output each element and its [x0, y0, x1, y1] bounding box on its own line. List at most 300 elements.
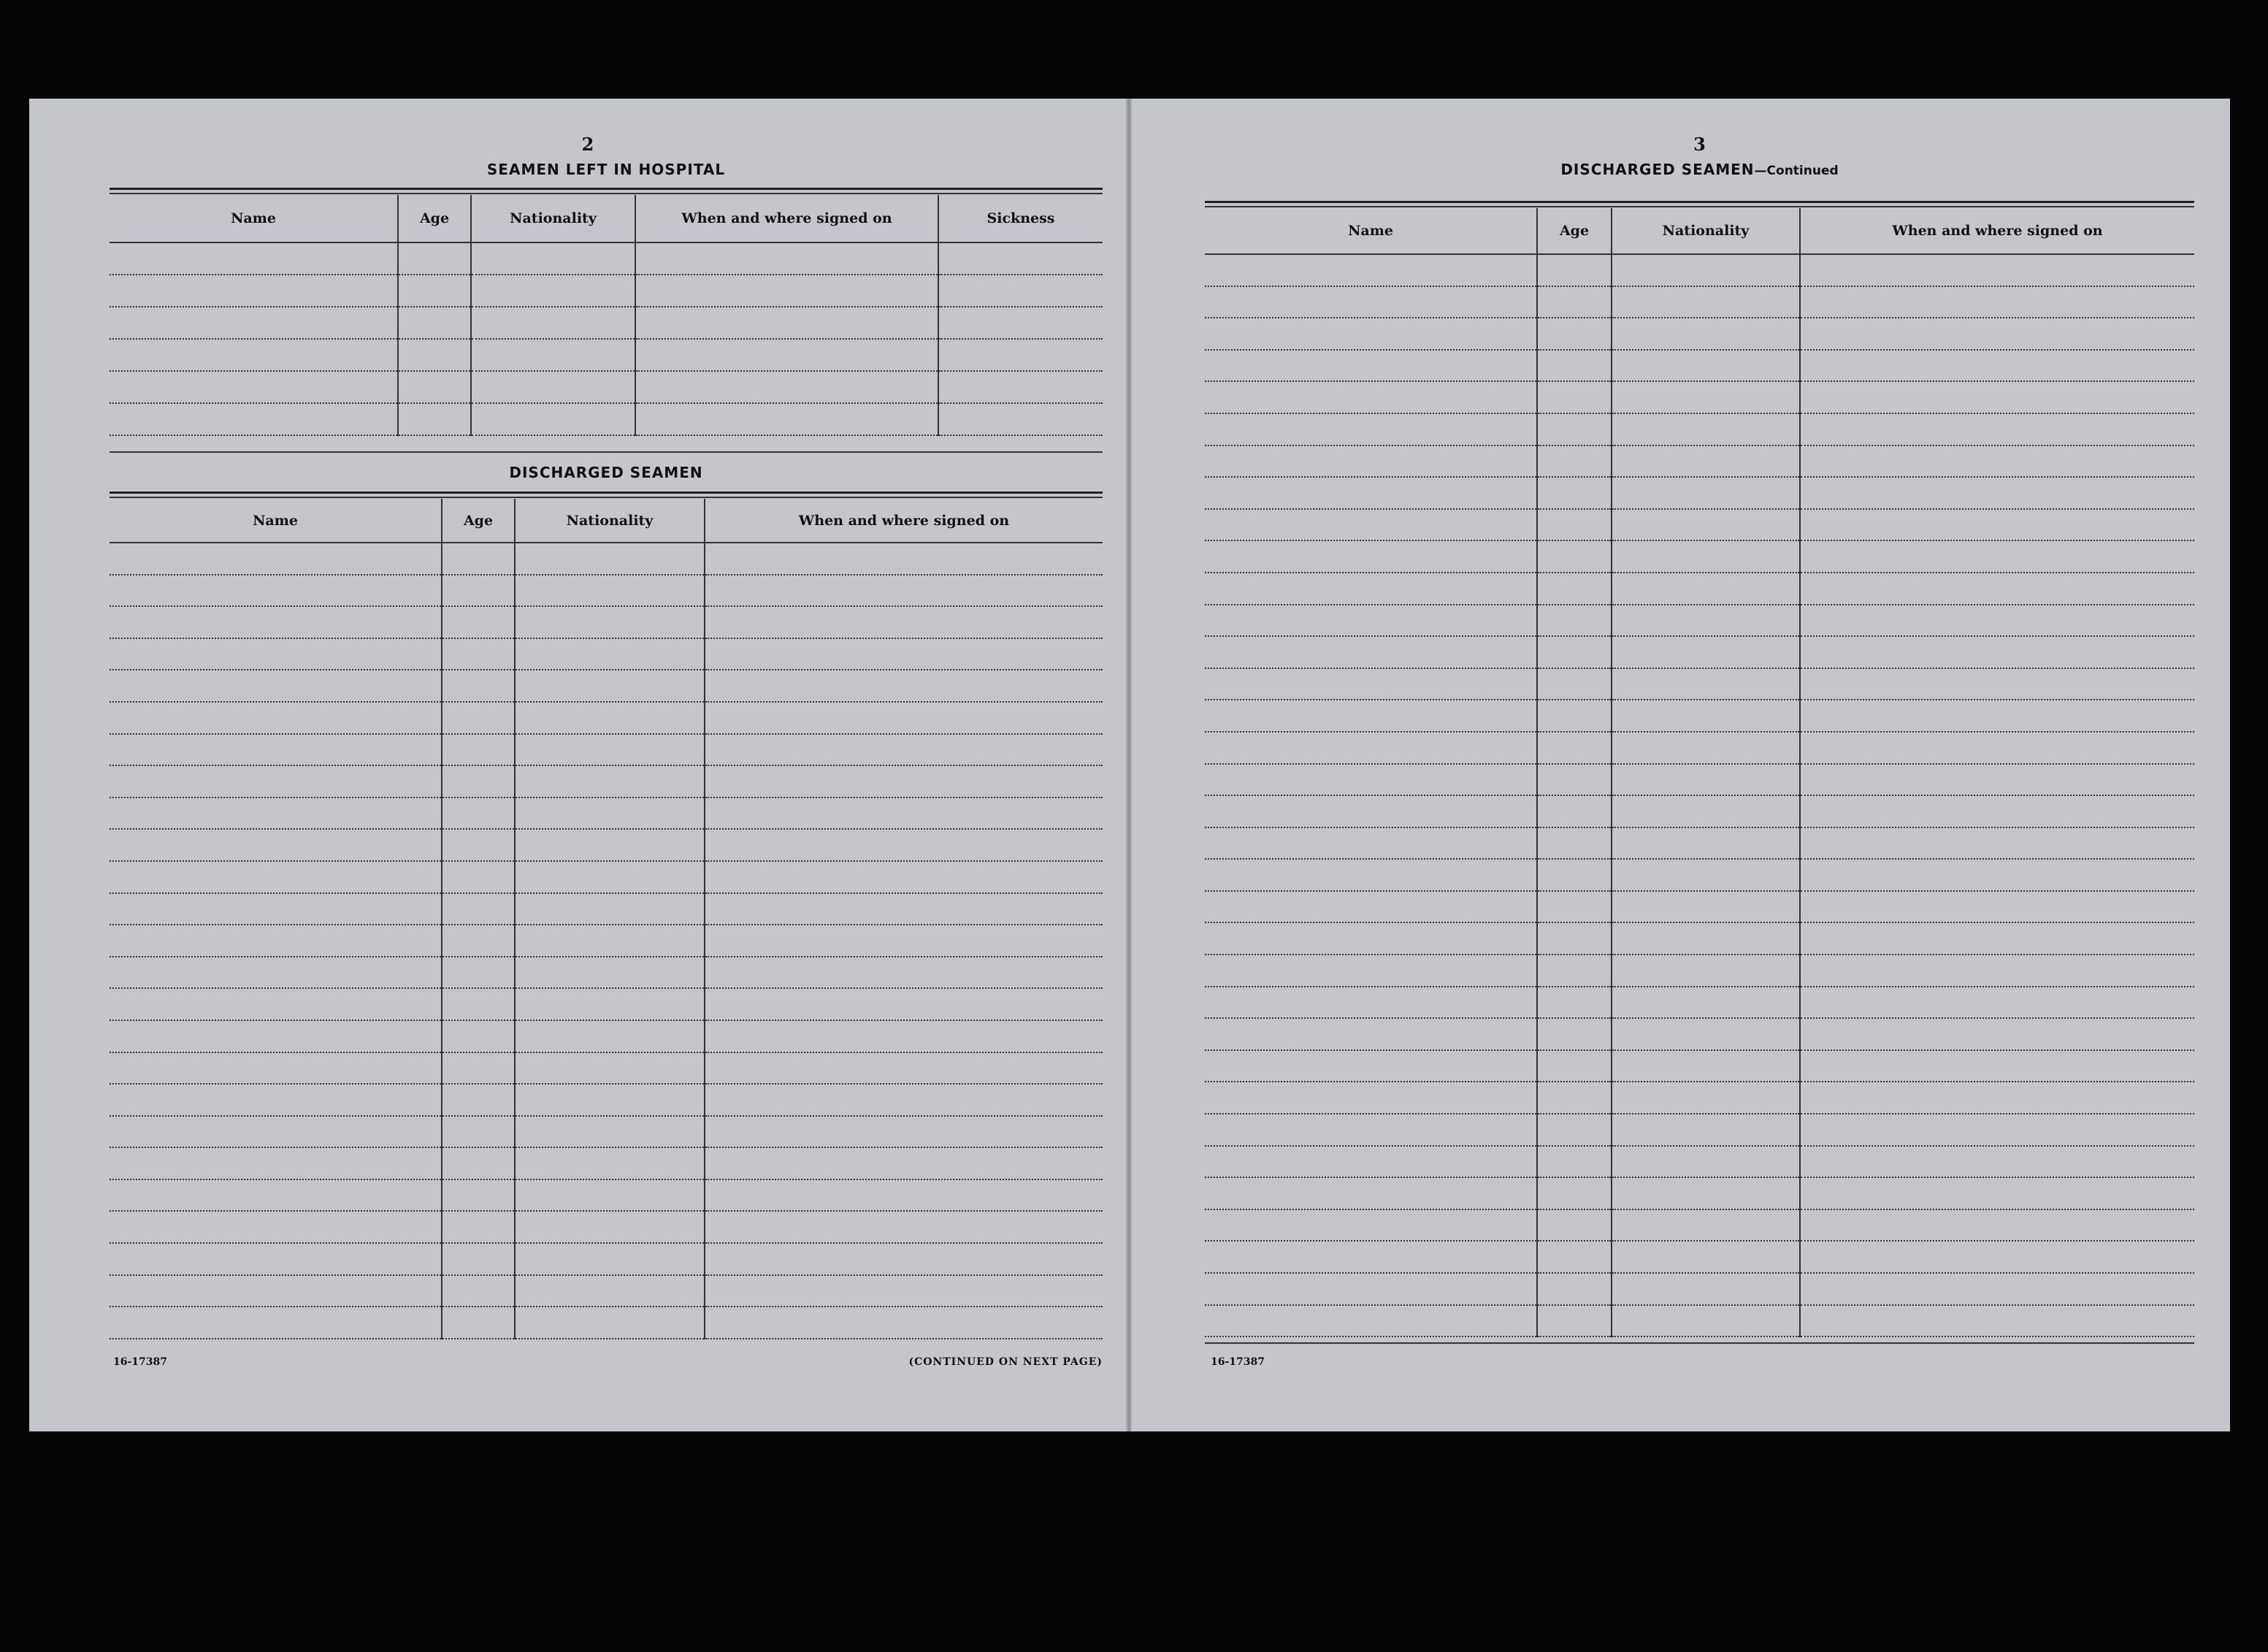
blank-cell — [1800, 987, 2194, 1019]
blank-cell — [515, 638, 705, 670]
blank-cell — [398, 403, 471, 435]
blank-cell — [515, 1116, 705, 1148]
blank-cell — [705, 765, 1103, 798]
blank-cell — [1800, 1050, 2194, 1082]
blank-table-row — [110, 1275, 1103, 1307]
blank-table-row — [1205, 1114, 2194, 1146]
column-header-nationality: Nationality — [471, 195, 635, 242]
blank-cell — [938, 403, 1103, 435]
blank-cell — [1612, 636, 1800, 668]
blank-cell — [110, 1084, 442, 1116]
blank-cell — [442, 702, 515, 734]
blank-cell — [515, 1275, 705, 1307]
blank-table-row — [110, 670, 1103, 702]
discharged-table — [110, 499, 1103, 1339]
blank-cell — [1537, 1114, 1612, 1146]
blank-cell — [1205, 891, 1537, 923]
blank-cell — [1537, 1305, 1612, 1337]
blank-cell — [515, 798, 705, 830]
book-fold — [1126, 99, 1132, 1431]
blank-cell — [1800, 732, 2194, 764]
blank-cell — [471, 242, 635, 275]
blank-cell — [515, 1147, 705, 1179]
blank-cell — [1205, 987, 1537, 1019]
blank-cell — [705, 575, 1103, 607]
blank-cell — [705, 925, 1103, 957]
blank-table-row — [110, 606, 1103, 638]
blank-table-row — [1205, 477, 2194, 509]
blank-cell — [705, 606, 1103, 638]
blank-table-row — [110, 575, 1103, 607]
blank-cell — [1537, 732, 1612, 764]
blank-cell — [705, 1243, 1103, 1275]
discharged-table — [1205, 208, 2194, 1337]
blank-cell — [1612, 891, 1800, 923]
blank-cell — [1537, 381, 1612, 413]
blank-cell — [705, 957, 1103, 989]
blank-table-row — [110, 1052, 1103, 1085]
blank-cell — [442, 670, 515, 702]
blank-cell — [515, 957, 705, 989]
column-header-age: Age — [1537, 208, 1612, 254]
blank-table-row — [1205, 1273, 2194, 1305]
blank-table-row — [1205, 922, 2194, 955]
blank-cell — [471, 275, 635, 307]
blank-cell — [442, 1116, 515, 1148]
blank-cell — [1612, 1082, 1800, 1114]
blank-cell — [398, 275, 471, 307]
blank-table-row — [110, 861, 1103, 893]
blank-cell — [1612, 286, 1800, 318]
blank-cell — [1537, 477, 1612, 509]
double-rule — [110, 188, 1103, 194]
blank-table-row — [110, 275, 1103, 307]
blank-cell — [442, 861, 515, 893]
blank-cell — [1205, 605, 1537, 637]
blank-cell — [1800, 1177, 2194, 1209]
blank-cell — [1800, 1273, 2194, 1305]
blank-cell — [1800, 605, 2194, 637]
blank-cell — [110, 702, 442, 734]
blank-cell — [1612, 795, 1800, 827]
blank-cell — [110, 371, 398, 403]
blank-table-row — [1205, 668, 2194, 700]
blank-cell — [110, 606, 442, 638]
blank-cell — [515, 670, 705, 702]
blank-cell — [938, 371, 1103, 403]
blank-cell — [1537, 1209, 1612, 1242]
blank-cell — [515, 893, 705, 925]
blank-cell — [1205, 636, 1537, 668]
blank-cell — [1800, 827, 2194, 860]
column-header-nationality: Nationality — [1612, 208, 1800, 254]
blank-cell — [515, 988, 705, 1020]
blank-cell — [1612, 350, 1800, 382]
blank-cell — [705, 893, 1103, 925]
blank-table-row — [110, 702, 1103, 734]
hospital-section-title: SEAMEN LEFT IN HOSPITAL — [486, 161, 726, 178]
blank-table-row — [1205, 636, 2194, 668]
blank-cell — [1800, 1305, 2194, 1337]
blank-cell — [705, 638, 1103, 670]
column-header-name: Name — [110, 195, 398, 242]
blank-table-row — [1205, 605, 2194, 637]
blank-cell — [705, 1116, 1103, 1148]
blank-table-row — [110, 403, 1103, 435]
blank-cell — [1205, 1241, 1537, 1273]
blank-cell — [1612, 1177, 1800, 1209]
blank-cell — [110, 1052, 442, 1085]
blank-table-row — [110, 1084, 1103, 1116]
blank-table-row — [1205, 764, 2194, 796]
blank-cell — [1537, 764, 1612, 796]
blank-cell — [1205, 1114, 1537, 1146]
blank-cell — [1612, 1114, 1800, 1146]
blank-cell — [515, 734, 705, 766]
page-number: 3 — [1693, 134, 1706, 155]
blank-cell — [1205, 573, 1537, 605]
blank-table-row — [110, 1307, 1103, 1339]
blank-cell — [471, 403, 635, 435]
blank-cell — [1800, 636, 2194, 668]
blank-cell — [442, 575, 515, 607]
blank-cell — [110, 1307, 442, 1339]
blank-cell — [1205, 445, 1537, 478]
blank-cell — [110, 734, 442, 766]
blank-table-row — [1205, 1050, 2194, 1082]
blank-cell — [1800, 540, 2194, 573]
blank-table-row — [1205, 540, 2194, 573]
blank-table-row — [110, 1147, 1103, 1179]
blank-cell — [635, 242, 938, 275]
blank-cell — [515, 1052, 705, 1085]
blank-cell — [110, 893, 442, 925]
blank-table-row — [110, 1211, 1103, 1243]
blank-cell — [442, 1307, 515, 1339]
blank-cell — [1612, 764, 1800, 796]
blank-table-row — [1205, 445, 2194, 478]
blank-table-row — [110, 242, 1103, 275]
blank-cell — [110, 925, 442, 957]
blank-cell — [1612, 318, 1800, 350]
page-number: 2 — [581, 134, 594, 155]
column-header-name: Name — [1205, 208, 1537, 254]
ledger-sheet — [29, 99, 2230, 1431]
blank-cell — [1800, 795, 2194, 827]
blank-cell — [442, 925, 515, 957]
blank-cell — [1537, 700, 1612, 732]
blank-cell — [938, 307, 1103, 339]
blank-cell — [1537, 350, 1612, 382]
blank-cell — [705, 670, 1103, 702]
blank-cell — [1800, 573, 2194, 605]
blank-table-row — [1205, 955, 2194, 987]
blank-cell — [1205, 254, 1537, 286]
blank-table-row — [1205, 1209, 2194, 1242]
blank-cell — [1800, 1114, 2194, 1146]
blank-cell — [515, 543, 705, 575]
blank-cell — [442, 765, 515, 798]
blank-cell — [442, 638, 515, 670]
blank-cell — [1537, 540, 1612, 573]
blank-table-row — [110, 829, 1103, 861]
blank-table-row — [110, 371, 1103, 403]
blank-cell — [1537, 318, 1612, 350]
blank-cell — [1800, 477, 2194, 509]
blank-cell — [1800, 254, 2194, 286]
blank-cell — [1612, 732, 1800, 764]
blank-cell — [110, 307, 398, 339]
blank-cell — [1205, 1050, 1537, 1082]
column-header-age: Age — [398, 195, 471, 242]
blank-cell — [1205, 922, 1537, 955]
blank-cell — [110, 1147, 442, 1179]
blank-cell — [635, 403, 938, 435]
blank-table-row — [110, 307, 1103, 339]
blank-cell — [398, 339, 471, 371]
blank-cell — [705, 543, 1103, 575]
column-header-nationality: Nationality — [515, 499, 705, 543]
blank-table-row — [1205, 700, 2194, 732]
blank-table-row — [1205, 859, 2194, 891]
blank-cell — [1205, 1018, 1537, 1050]
blank-cell — [471, 339, 635, 371]
blank-cell — [442, 1084, 515, 1116]
blank-table-row — [110, 1116, 1103, 1148]
blank-table-row — [110, 925, 1103, 957]
blank-cell — [110, 1275, 442, 1307]
blank-cell — [110, 988, 442, 1020]
blank-cell — [635, 275, 938, 307]
blank-table-row — [1205, 413, 2194, 445]
blank-cell — [471, 307, 635, 339]
blank-cell — [635, 307, 938, 339]
blank-cell — [1205, 795, 1537, 827]
blank-cell — [110, 543, 442, 575]
blank-cell — [1537, 445, 1612, 478]
blank-cell — [705, 1307, 1103, 1339]
blank-cell — [1612, 922, 1800, 955]
blank-cell — [442, 957, 515, 989]
blank-cell — [1800, 1082, 2194, 1114]
blank-table-row — [1205, 286, 2194, 318]
blank-cell — [1205, 764, 1537, 796]
blank-cell — [635, 371, 938, 403]
blank-cell — [1800, 413, 2194, 445]
blank-cell — [1205, 350, 1537, 382]
blank-table-row — [110, 1179, 1103, 1212]
blank-cell — [442, 543, 515, 575]
blank-table-row — [110, 988, 1103, 1020]
form-number: 16-17387 — [1211, 1356, 1265, 1368]
blank-cell — [515, 1020, 705, 1052]
blank-cell — [442, 1052, 515, 1085]
blank-table-row — [1205, 732, 2194, 764]
blank-cell — [1205, 859, 1537, 891]
blank-table-row — [1205, 254, 2194, 286]
blank-cell — [1537, 795, 1612, 827]
blank-cell — [1800, 1209, 2194, 1242]
blank-cell — [1612, 1018, 1800, 1050]
blank-cell — [515, 1243, 705, 1275]
blank-cell — [705, 1052, 1103, 1085]
blank-cell — [1612, 1209, 1800, 1242]
blank-cell — [1537, 922, 1612, 955]
blank-table-row — [110, 638, 1103, 670]
blank-cell — [1800, 509, 2194, 541]
column-header-age: Age — [442, 499, 515, 543]
blank-cell — [1800, 668, 2194, 700]
blank-cell — [110, 638, 442, 670]
blank-table-row — [110, 765, 1103, 798]
blank-table-row — [110, 543, 1103, 575]
blank-cell — [1205, 286, 1537, 318]
blank-cell — [110, 861, 442, 893]
blank-table-row — [1205, 1241, 2194, 1273]
blank-table-row — [1205, 891, 2194, 923]
blank-cell — [1205, 700, 1537, 732]
blank-cell — [1205, 1177, 1537, 1209]
blank-cell — [705, 734, 1103, 766]
blank-cell — [1612, 477, 1800, 509]
blank-cell — [1612, 827, 1800, 860]
blank-cell — [1205, 668, 1537, 700]
blank-cell — [1537, 1241, 1612, 1273]
blank-cell — [1205, 381, 1537, 413]
blank-table-row — [110, 734, 1103, 766]
blank-cell — [705, 988, 1103, 1020]
discharged-section-title: DISCHARGED SEAMEN — [509, 464, 703, 481]
blank-cell — [1612, 605, 1800, 637]
blank-cell — [1537, 891, 1612, 923]
discharged-continued-title — [1205, 161, 2194, 178]
blank-cell — [705, 1084, 1103, 1116]
blank-cell — [1205, 955, 1537, 987]
blank-cell — [110, 829, 442, 861]
column-header-signed-on: When and where signed on — [705, 499, 1103, 543]
double-rule — [1205, 201, 2194, 207]
blank-cell — [515, 829, 705, 861]
blank-cell — [1612, 1241, 1800, 1273]
blank-cell — [110, 242, 398, 275]
blank-cell — [442, 1243, 515, 1275]
blank-cell — [1800, 764, 2194, 796]
heading-text: DISCHARGED SEAMEN — [1560, 161, 1755, 178]
blank-table-row — [1205, 827, 2194, 860]
blank-cell — [1612, 381, 1800, 413]
blank-cell — [1537, 286, 1612, 318]
blank-cell — [442, 734, 515, 766]
blank-cell — [938, 275, 1103, 307]
blank-cell — [705, 861, 1103, 893]
blank-cell — [1612, 445, 1800, 478]
column-header-signed-on: When and where signed on — [1800, 208, 2194, 254]
blank-cell — [442, 1147, 515, 1179]
blank-cell — [1537, 859, 1612, 891]
blank-cell — [1612, 1273, 1800, 1305]
blank-cell — [1537, 509, 1612, 541]
blank-cell — [1205, 477, 1537, 509]
blank-cell — [1612, 1305, 1800, 1337]
blank-cell — [1800, 286, 2194, 318]
blank-cell — [515, 765, 705, 798]
blank-cell — [515, 1307, 705, 1339]
blank-cell — [1800, 955, 2194, 987]
blank-cell — [110, 798, 442, 830]
blank-cell — [1537, 1082, 1612, 1114]
blank-cell — [705, 829, 1103, 861]
blank-cell — [1537, 1273, 1612, 1305]
blank-cell — [705, 1275, 1103, 1307]
blank-table-row — [1205, 318, 2194, 350]
form-number: 16-17387 — [113, 1356, 167, 1368]
blank-cell — [1612, 509, 1800, 541]
blank-table-row — [1205, 509, 2194, 541]
blank-cell — [1205, 1305, 1537, 1337]
blank-cell — [515, 606, 705, 638]
blank-cell — [1612, 700, 1800, 732]
blank-table-row — [110, 1020, 1103, 1052]
blank-cell — [398, 307, 471, 339]
blank-table-row — [110, 957, 1103, 989]
blank-cell — [1537, 987, 1612, 1019]
blank-cell — [110, 1179, 442, 1212]
blank-cell — [938, 339, 1103, 371]
blank-cell — [110, 957, 442, 989]
heading-suffix: —Continued — [1754, 164, 1839, 178]
column-header-signed-on: When and where signed on — [635, 195, 938, 242]
blank-cell — [705, 1179, 1103, 1212]
column-header-name: Name — [110, 499, 442, 543]
blank-cell — [110, 1116, 442, 1148]
blank-cell — [1800, 859, 2194, 891]
blank-cell — [515, 1084, 705, 1116]
blank-cell — [1537, 1146, 1612, 1178]
blank-table-row — [1205, 1018, 2194, 1050]
blank-table-row — [110, 339, 1103, 371]
left-page — [29, 99, 1126, 1431]
section-divider — [110, 451, 1103, 453]
blank-cell — [398, 242, 471, 275]
blank-cell — [110, 575, 442, 607]
blank-cell — [1612, 254, 1800, 286]
blank-cell — [1800, 700, 2194, 732]
blank-table-row — [1205, 1146, 2194, 1178]
blank-cell — [635, 339, 938, 371]
blank-cell — [1612, 573, 1800, 605]
blank-table-row — [1205, 573, 2194, 605]
blank-cell — [1537, 668, 1612, 700]
blank-cell — [1612, 668, 1800, 700]
blank-cell — [110, 670, 442, 702]
blank-cell — [1800, 318, 2194, 350]
blank-cell — [1537, 573, 1612, 605]
blank-cell — [1537, 605, 1612, 637]
blank-cell — [1612, 1050, 1800, 1082]
bottom-rule — [1205, 1342, 2194, 1344]
right-page — [1132, 99, 2230, 1431]
blank-cell — [705, 702, 1103, 734]
blank-cell — [1205, 318, 1537, 350]
blank-cell — [1205, 509, 1537, 541]
blank-cell — [442, 893, 515, 925]
blank-table-row — [1205, 987, 2194, 1019]
blank-cell — [110, 339, 398, 371]
double-rule — [110, 492, 1103, 498]
continued-note: (CONTINUED ON NEXT PAGE) — [908, 1356, 1103, 1368]
blank-cell — [705, 798, 1103, 830]
blank-cell — [110, 765, 442, 798]
